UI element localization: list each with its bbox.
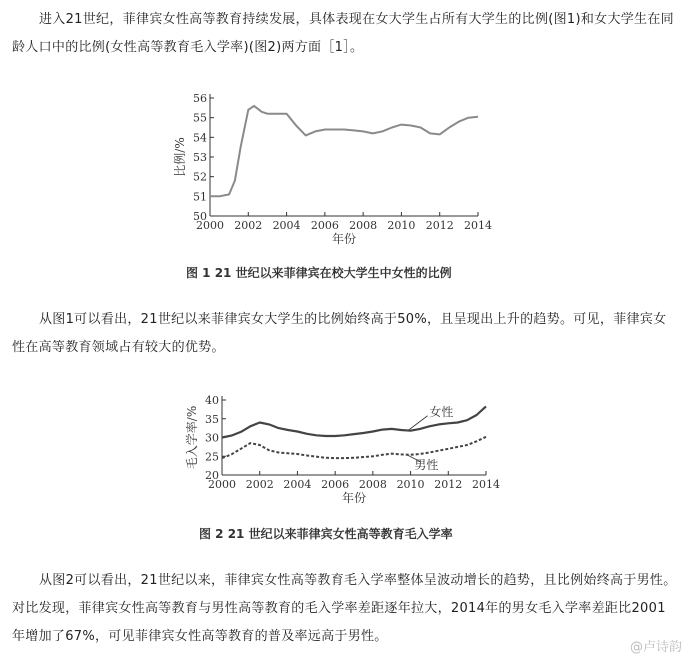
y-tick-label: 52 <box>193 170 207 184</box>
y-tick-label: 35 <box>205 412 219 426</box>
x-tick-label: 2014 <box>464 219 492 232</box>
x-tick-label: 2010 <box>387 219 416 232</box>
series-annotation-label: 女性 <box>429 404 454 419</box>
y-axis-label: 毛入学率/% <box>185 405 199 470</box>
x-tick-label: 2002 <box>245 478 274 491</box>
x-tick-label: 2004 <box>272 219 301 232</box>
paragraph-figure-1-analysis: 从图1可以看出，21世纪以来菲律宾女大学生的比例始终高于50%，且呈现出上升的趋势。可见，菲律宾女性在高等教育领域占有较大的优势。 <box>12 312 667 355</box>
paragraph-intro: 进入21世纪，菲律宾女性高等教育持续发展，具体表现在女大学生占所有大学生的比例(图1)和女大学生在同龄人口中的比例(女性高等教育毛入学率)(图2)两方面［1］。 <box>12 12 674 55</box>
x-tick-label: 2012 <box>425 219 454 232</box>
x-tick-label: 2012 <box>434 478 463 491</box>
x-tick-label: 2010 <box>396 478 425 491</box>
y-tick-label: 55 <box>193 111 207 125</box>
y-tick-label: 30 <box>205 431 219 445</box>
x-tick-label: 2006 <box>321 478 350 491</box>
y-tick-label: 20 <box>205 469 219 482</box>
x-axis-label: 年份 <box>331 232 357 246</box>
watermark-text: @卢诗韵 <box>629 640 682 655</box>
x-tick-label: 2006 <box>310 219 339 232</box>
y-axis-label: 比例/% <box>173 137 187 177</box>
x-tick-label: 2008 <box>358 478 387 491</box>
x-tick-label: 2004 <box>283 478 312 491</box>
x-tick-label: 2014 <box>472 478 500 491</box>
y-tick-label: 54 <box>193 131 207 145</box>
y-tick-label: 51 <box>193 190 207 204</box>
paragraph-figure-2-analysis: 从图2可以看出，21世纪以来，菲律宾女性高等教育毛入学率整体呈波动增长的趋势，且比例始终高于男性。对比发现，菲律宾女性高等教育与男性高等教育的毛入学率差距逐年拉大，2014年的男女毛入学率差距比2001年增加了67%，可见菲律宾女性高等教育的普及率远高于男性。 <box>12 573 677 644</box>
figure-2-caption: 图 2 21 世纪以来菲律宾女性高等教育毛入学率 <box>199 527 453 541</box>
x-tick-label: 2008 <box>349 219 378 232</box>
figure-1-chart <box>170 88 500 258</box>
figure-2-chart <box>180 380 510 515</box>
y-tick-label: 56 <box>193 92 207 105</box>
y-tick-label: 50 <box>193 210 207 223</box>
series-annotation-label: 男性 <box>414 458 439 472</box>
y-tick-label: 25 <box>205 450 219 464</box>
x-tick-label: 2000 <box>208 478 236 491</box>
y-tick-label: 53 <box>193 151 207 164</box>
series-line-2 <box>222 437 486 458</box>
x-tick-label: 2000 <box>196 219 224 232</box>
figure-1-caption: 图 1 21 世纪以来菲律宾在校大学生中女性的比例 <box>186 266 452 280</box>
x-tick-label: 2002 <box>234 219 263 232</box>
y-tick-label: 40 <box>205 394 219 407</box>
series-line-1 <box>210 106 478 196</box>
x-axis-label: 年份 <box>341 491 367 505</box>
